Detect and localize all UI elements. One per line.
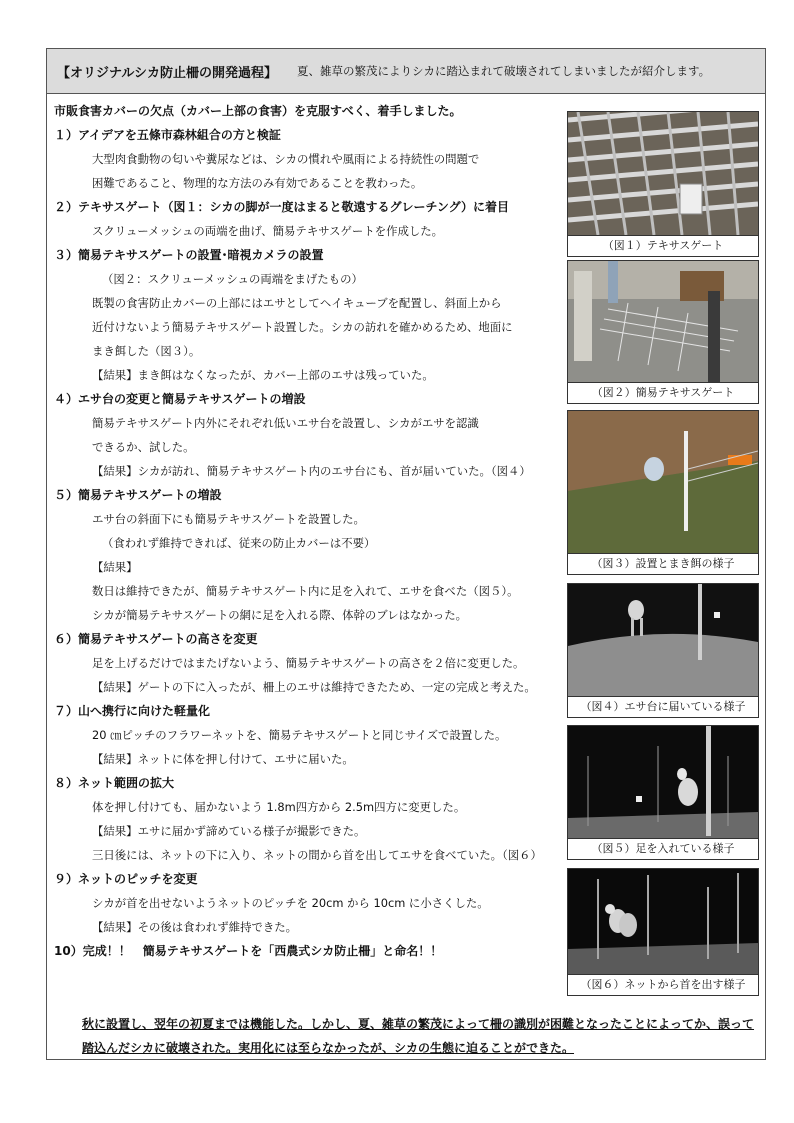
step-6 bbox=[54, 627, 554, 699]
step-line: 【結果】 bbox=[92, 560, 138, 574]
step-line: 【結果】まき餌はなくなったが、カバー上部のエサは残っていた。 bbox=[92, 368, 434, 382]
step-line: （図２：スクリューメッシュの両端をまげたもの） bbox=[102, 272, 363, 286]
step-line: 足を上げるだけではまたげないよう、簡易テキサスゲートの高さを２倍に変更した。 bbox=[92, 656, 525, 670]
step-line: 三日後には、ネットの下に入り、ネットの間から首を出してエサを食べていた。（図６） bbox=[92, 848, 542, 862]
step-line: 【結果】エサに届かず諦めている様子が撮影できた。 bbox=[92, 824, 366, 838]
step-line: 体を押し付けても、届かないよう 1.8m四方から 2.5m四方に変更した。 bbox=[92, 800, 466, 814]
step-10 bbox=[54, 939, 554, 963]
step-line: できるか、試した。 bbox=[92, 440, 195, 454]
step-8 bbox=[54, 771, 554, 867]
figure-1-caption: （図１）テキサスゲート bbox=[567, 236, 759, 257]
step-line: 20 ㎝ピッチのフラワーネットを、簡易テキサスゲートと同じサイズで設置した。 bbox=[92, 728, 507, 742]
figure-4-photo bbox=[567, 583, 759, 697]
step-line: 【結果】シカが訪れ、簡易テキサスゲート内のエサ台にも、首が届いていた。（図４） bbox=[92, 464, 531, 478]
step-line: （食われず維持できれば、従来の防止カバーは不要） bbox=[102, 536, 376, 550]
step-line: シカが簡易テキサスゲートの網に足を入れる際、体幹のブレはなかった。 bbox=[92, 608, 467, 622]
figure-5-photo bbox=[567, 725, 759, 839]
step-line: エサ台の斜面下にも簡易テキサスゲートを設置した。 bbox=[92, 512, 365, 526]
section-note: 夏、雑草の繁茂によりシカに踏込まれて破壊されてしまいましたが紹介します。 bbox=[297, 64, 711, 78]
step-5 bbox=[54, 483, 554, 627]
step-title: １）アイデアを五條市森林組合の方と検証 bbox=[54, 128, 281, 142]
figure-4-caption: （図４）エサ台に届いている様子 bbox=[567, 697, 759, 718]
step-line: 既製の食害防止カバーの上部にはエサとしてヘイキューブを配置し、斜面上から bbox=[92, 296, 502, 310]
section-title: 【オリジナルシカ防止柵の開発過程】 bbox=[57, 65, 278, 81]
figure-3-caption: （図３）設置とまき餌の様子 bbox=[567, 554, 759, 575]
step-4 bbox=[54, 387, 554, 483]
step-title: ４）エサ台の変更と簡易テキサスゲートの増設 bbox=[54, 392, 306, 406]
figure-2-caption: （図２）簡易テキサスゲート bbox=[567, 383, 759, 404]
step-line: 近付けないよう簡易テキサスゲート設置した。シカの訪れを確かめるため、地面に bbox=[92, 320, 513, 334]
step-line: 【結果】ネットに体を押し付けて、エサに届いた。 bbox=[92, 752, 354, 766]
step-9 bbox=[54, 867, 554, 939]
figure-5-caption: （図５）足を入れている様子 bbox=[567, 839, 759, 860]
step-line: 困難であること、物理的な方法のみ有効であることを教わった。 bbox=[92, 176, 423, 190]
figure-1 bbox=[567, 111, 759, 257]
step-title: ５）簡易テキサスゲートの増設 bbox=[54, 488, 222, 502]
step-title: ８）ネット範囲の拡大 bbox=[54, 776, 175, 790]
steps-list bbox=[54, 123, 554, 963]
step-line: スクリューメッシュの両端を曲げ、簡易テキサスゲートを作成した。 bbox=[92, 224, 444, 238]
step-title: ６）簡易テキサスゲートの高さを変更 bbox=[54, 632, 258, 646]
step-7 bbox=[54, 699, 554, 771]
step-title: ９）ネットのピッチを変更 bbox=[54, 872, 198, 886]
figure-3 bbox=[567, 410, 759, 575]
step-line: シカが首を出せないようネットのピッチを 20cm から 10cm に小さくした。 bbox=[92, 896, 489, 910]
step-2 bbox=[54, 195, 554, 243]
step-line: 大型肉食動物の匂いや糞尿などは、シカの慣れや風雨による持続性の問題で bbox=[92, 152, 480, 166]
figure-4 bbox=[567, 583, 759, 718]
section-header bbox=[46, 48, 766, 94]
figure-5 bbox=[567, 725, 759, 860]
figure-3-photo bbox=[567, 410, 759, 554]
step-1 bbox=[54, 123, 554, 195]
figure-2 bbox=[567, 260, 759, 404]
figure-2-photo bbox=[567, 260, 759, 383]
step-line: 【結果】その後は食われず維持できた。 bbox=[92, 920, 298, 934]
step-title: ７）山へ携行に向けた軽量化 bbox=[54, 704, 211, 718]
step-line: 簡易テキサスゲート内外にそれぞれ低いエサ台を設置し、シカがエサを認識 bbox=[92, 416, 479, 430]
figure-6-photo bbox=[567, 868, 759, 975]
step-line: まき餌した（図３）。 bbox=[92, 344, 201, 358]
figure-6-caption: （図６）ネットから首を出す様子 bbox=[567, 975, 759, 996]
step-title: ２）テキサスゲート（図１：シカの脚が一度はまると敬遠するグレーチング）に着目 bbox=[54, 200, 510, 214]
conclusion-text: 秋に設置し、翌年の初夏までは機能した。しかし、夏、雑草の繁茂によって柵の識別が困難となったことによってか、誤って踏込んだシカに破壊された。実用化には至らなかったが、シカの生態に迫ることができた。 bbox=[82, 1017, 755, 1055]
step-line: 数日は維持できたが、簡易テキサスゲート内に足を入れて、エサを食べた（図５）。 bbox=[92, 584, 519, 598]
step-title: ３）簡易テキサスゲートの設置･暗視カメラの設置 bbox=[54, 248, 324, 262]
step-3 bbox=[54, 243, 554, 387]
step-line: 【結果】ゲートの下に入ったが、柵上のエサは維持できたため、一定の完成と考えた。 bbox=[92, 680, 536, 694]
figure-1-photo bbox=[567, 111, 759, 236]
step-title: 10）完成！！ 簡易テキサスゲートを「西農式シカ防止柵」と命名！！ bbox=[54, 944, 443, 958]
intro-text: 市販食害カバーの欠点（カバー上部の食害）を克服すべく、着手しました。 bbox=[54, 104, 462, 118]
figure-6 bbox=[567, 868, 759, 996]
